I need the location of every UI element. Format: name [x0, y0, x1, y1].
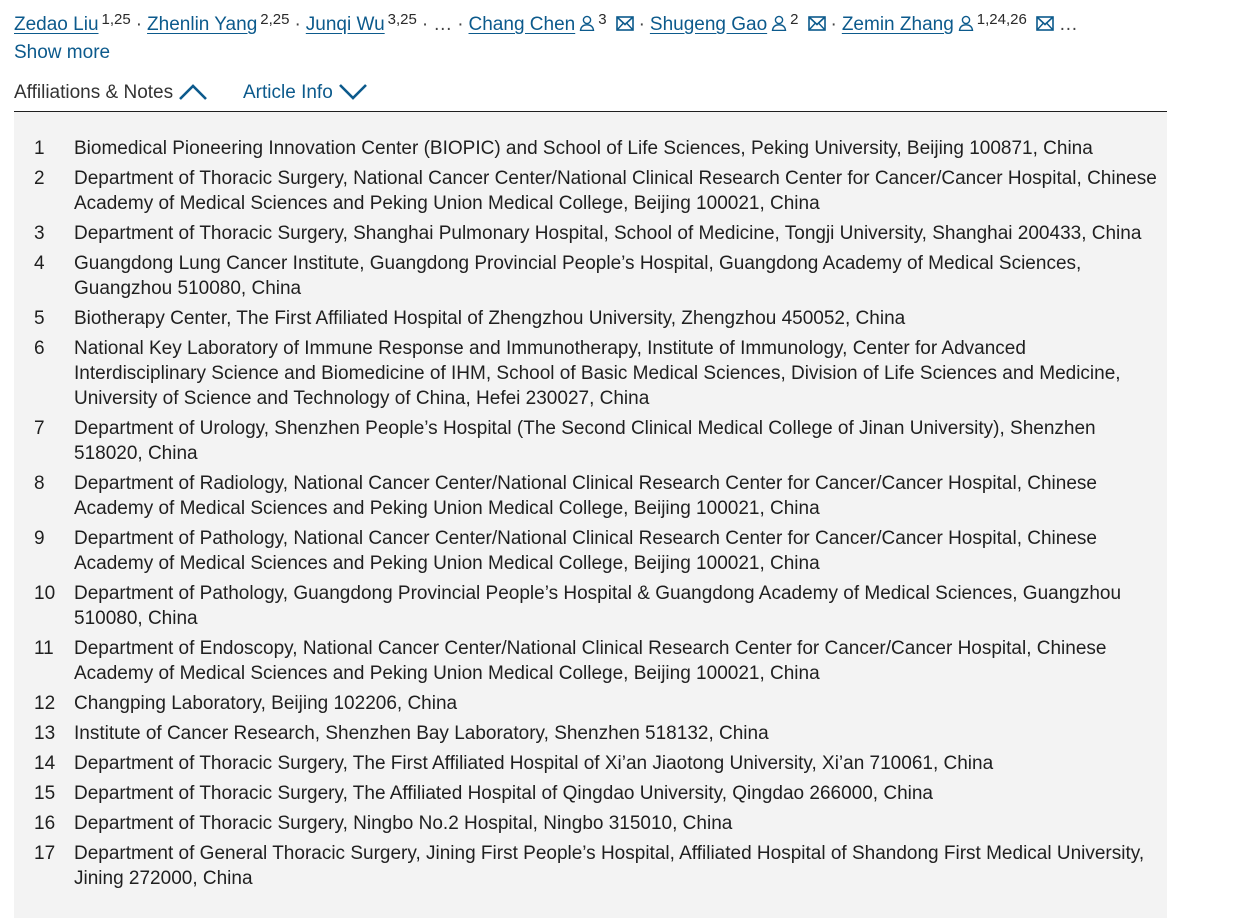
- author-separator: ·: [421, 14, 429, 35]
- author-superscript: 1,25: [101, 11, 131, 28]
- author-superscript: 2,25: [260, 11, 290, 28]
- author-separator: ·: [830, 14, 837, 35]
- affiliation-text: Department of Thoracic Surgery, Shanghai Pulmonary Hospital, School of Medicine, Tongji University, Shanghai 200433, China: [74, 223, 1142, 244]
- affiliation-item: [14, 721, 1167, 746]
- affiliation-text: Department of Thoracic Surgery, Ningbo No.2 Hospital, Ningbo 315010, China: [74, 813, 733, 834]
- affiliation-number: 15: [34, 783, 56, 804]
- affiliation-list: [14, 136, 1167, 896]
- affiliation-item: [14, 581, 1167, 631]
- author-link[interactable]: Zedao Liu: [14, 14, 99, 35]
- author-separator: ·: [457, 14, 464, 35]
- affiliation-text: Department of Urology, Shenzhen People’s Hospital (The Second Clinical Medical College of Jinan University), Shenzhen 518020, China: [74, 418, 1096, 464]
- mail-icon[interactable]: [616, 16, 634, 31]
- author-link[interactable]: Zemin Zhang: [841, 14, 954, 35]
- affiliation-item: [14, 136, 1167, 161]
- author-link[interactable]: Junqi Wu: [305, 14, 385, 35]
- affiliation-text: Department of Thoracic Surgery, The Affiliated Hospital of Qingdao University, Qingdao 266000, China: [74, 783, 933, 804]
- hidden-authors-ellipsis: …: [433, 14, 453, 35]
- affiliation-text: National Key Laboratory of Immune Response and Immunotherapy, Institute of Immunology, Center for Advanced Interdisciplinary Science and Biomedicine of IHM, School of Basic Medical Sciences, Division of Life Sciences and Medicine, University of Science and Technology of China, Hefei 230027, China: [74, 338, 1121, 409]
- affiliation-number: 10: [34, 583, 56, 604]
- show-more-link[interactable]: Show more: [14, 42, 111, 63]
- affiliation-item: [14, 416, 1167, 466]
- trailing-ellipsis: …: [1058, 14, 1078, 35]
- affiliation-item: [14, 751, 1167, 776]
- author-superscript: 1,24,26: [976, 11, 1027, 28]
- affiliation-number: 2: [34, 168, 45, 189]
- affiliation-number: 9: [34, 528, 45, 549]
- affiliations-panel: [14, 112, 1167, 918]
- affiliation-item: [14, 526, 1167, 576]
- affiliation-item: [14, 781, 1167, 806]
- mail-icon[interactable]: [1036, 16, 1054, 31]
- affiliation-text: Department of Pathology, Guangdong Provincial People’s Hospital & Guangdong Academy of Medical Sciences, Guangzhou 510080, China: [74, 583, 1122, 629]
- affiliation-text: Biotherapy Center, The First Affiliated Hospital of Zhengzhou University, Zhengzhou 450052, China: [74, 308, 906, 329]
- affiliation-number: 1: [34, 138, 45, 159]
- affiliation-item: [14, 306, 1167, 331]
- affiliation-text: Institute of Cancer Research, Shenzhen Bay Laboratory, Shenzhen 518132, China: [74, 723, 769, 744]
- affiliation-number: 4: [34, 253, 45, 274]
- affiliation-number: 8: [34, 473, 45, 494]
- chevron-down-icon: [338, 83, 368, 101]
- person-icon: [771, 15, 787, 31]
- affiliation-text: Department of General Thoracic Surgery, Jining First People’s Hospital, Affiliated Hospital of Shandong First Medical University, Jining 272000, China: [74, 843, 1145, 889]
- mail-icon[interactable]: [808, 16, 826, 31]
- affiliation-item: [14, 336, 1167, 411]
- tab-article-info[interactable]: [243, 76, 368, 111]
- author-separator: ·: [638, 14, 645, 35]
- affiliation-number: 11: [34, 638, 54, 659]
- affiliation-item: [14, 811, 1167, 836]
- author-link[interactable]: Shugeng Gao: [649, 14, 768, 35]
- tab-affiliations-label: Affiliations & Notes: [14, 82, 174, 103]
- affiliation-text: Guangdong Lung Cancer Institute, Guangdong Provincial People’s Hospital, Guangdong Academy of Medical Sciences, Guangzhou 510080, China: [74, 253, 1082, 299]
- author-separator: ·: [294, 14, 301, 35]
- affiliation-text: Biomedical Pioneering Innovation Center (BIOPIC) and School of Life Sciences, Peking University, Beijing 100871, China: [74, 138, 1093, 159]
- affiliation-text: Department of Thoracic Surgery, The First Affiliated Hospital of Xi’an Jiaotong University, Xi’an 710061, China: [74, 753, 994, 774]
- affiliation-text: Changping Laboratory, Beijing 102206, China: [74, 693, 458, 714]
- affiliation-number: 7: [34, 418, 45, 439]
- author-superscript: 3: [598, 11, 607, 28]
- affiliation-number: 14: [34, 753, 56, 774]
- author-superscript: 2: [790, 11, 799, 28]
- affiliation-item: [14, 251, 1167, 301]
- author-link[interactable]: Chang Chen: [468, 14, 576, 35]
- author-list: [14, 4, 1234, 41]
- affiliation-item: [14, 221, 1167, 246]
- person-icon: [958, 15, 974, 31]
- tab-article-info-label: Article Info: [243, 82, 333, 103]
- section-tabs: [14, 76, 1167, 112]
- affiliation-text: Department of Endoscopy, National Cancer Center/National Clinical Research Center for Cancer/Cancer Hospital, Chinese Academy of Medical Sciences and Peking Union Medical College, Beijing 100021, China: [74, 638, 1107, 684]
- affiliation-number: 6: [34, 338, 45, 359]
- affiliation-item: [14, 636, 1167, 686]
- person-icon: [579, 15, 595, 31]
- affiliation-text: Department of Thoracic Surgery, National Cancer Center/National Clinical Research Center for Cancer/Cancer Hospital, Chinese Academy of Medical Sciences and Peking Union Medical College, Beijing 100021, China: [74, 168, 1157, 214]
- affiliation-number: 17: [34, 843, 56, 864]
- affiliation-item: [14, 471, 1167, 521]
- affiliation-number: 16: [34, 813, 56, 834]
- author-superscript: 3,25: [387, 11, 417, 28]
- affiliation-number: 3: [34, 223, 45, 244]
- tab-affiliations[interactable]: [14, 76, 210, 114]
- author-link[interactable]: Zhenlin Yang: [147, 14, 258, 35]
- affiliation-text: Department of Radiology, National Cancer Center/National Clinical Research Center for Cancer/Cancer Hospital, Chinese Academy of Medical Sciences and Peking Union Medical College, Beijing 100021, China: [74, 473, 1097, 519]
- author-separator: ·: [135, 14, 143, 35]
- affiliation-item: [14, 841, 1167, 891]
- affiliation-text: Department of Pathology, National Cancer Center/National Clinical Research Center for Cancer/Cancer Hospital, Chinese Academy of Medical Sciences and Peking Union Medical College, Beijing 100021, China: [74, 528, 1097, 574]
- affiliation-item: [14, 166, 1167, 216]
- affiliation-item: [14, 691, 1167, 716]
- chevron-up-icon: [178, 83, 208, 101]
- affiliation-number: 13: [34, 723, 56, 744]
- affiliation-number: 12: [34, 693, 56, 714]
- affiliation-number: 5: [34, 308, 45, 329]
